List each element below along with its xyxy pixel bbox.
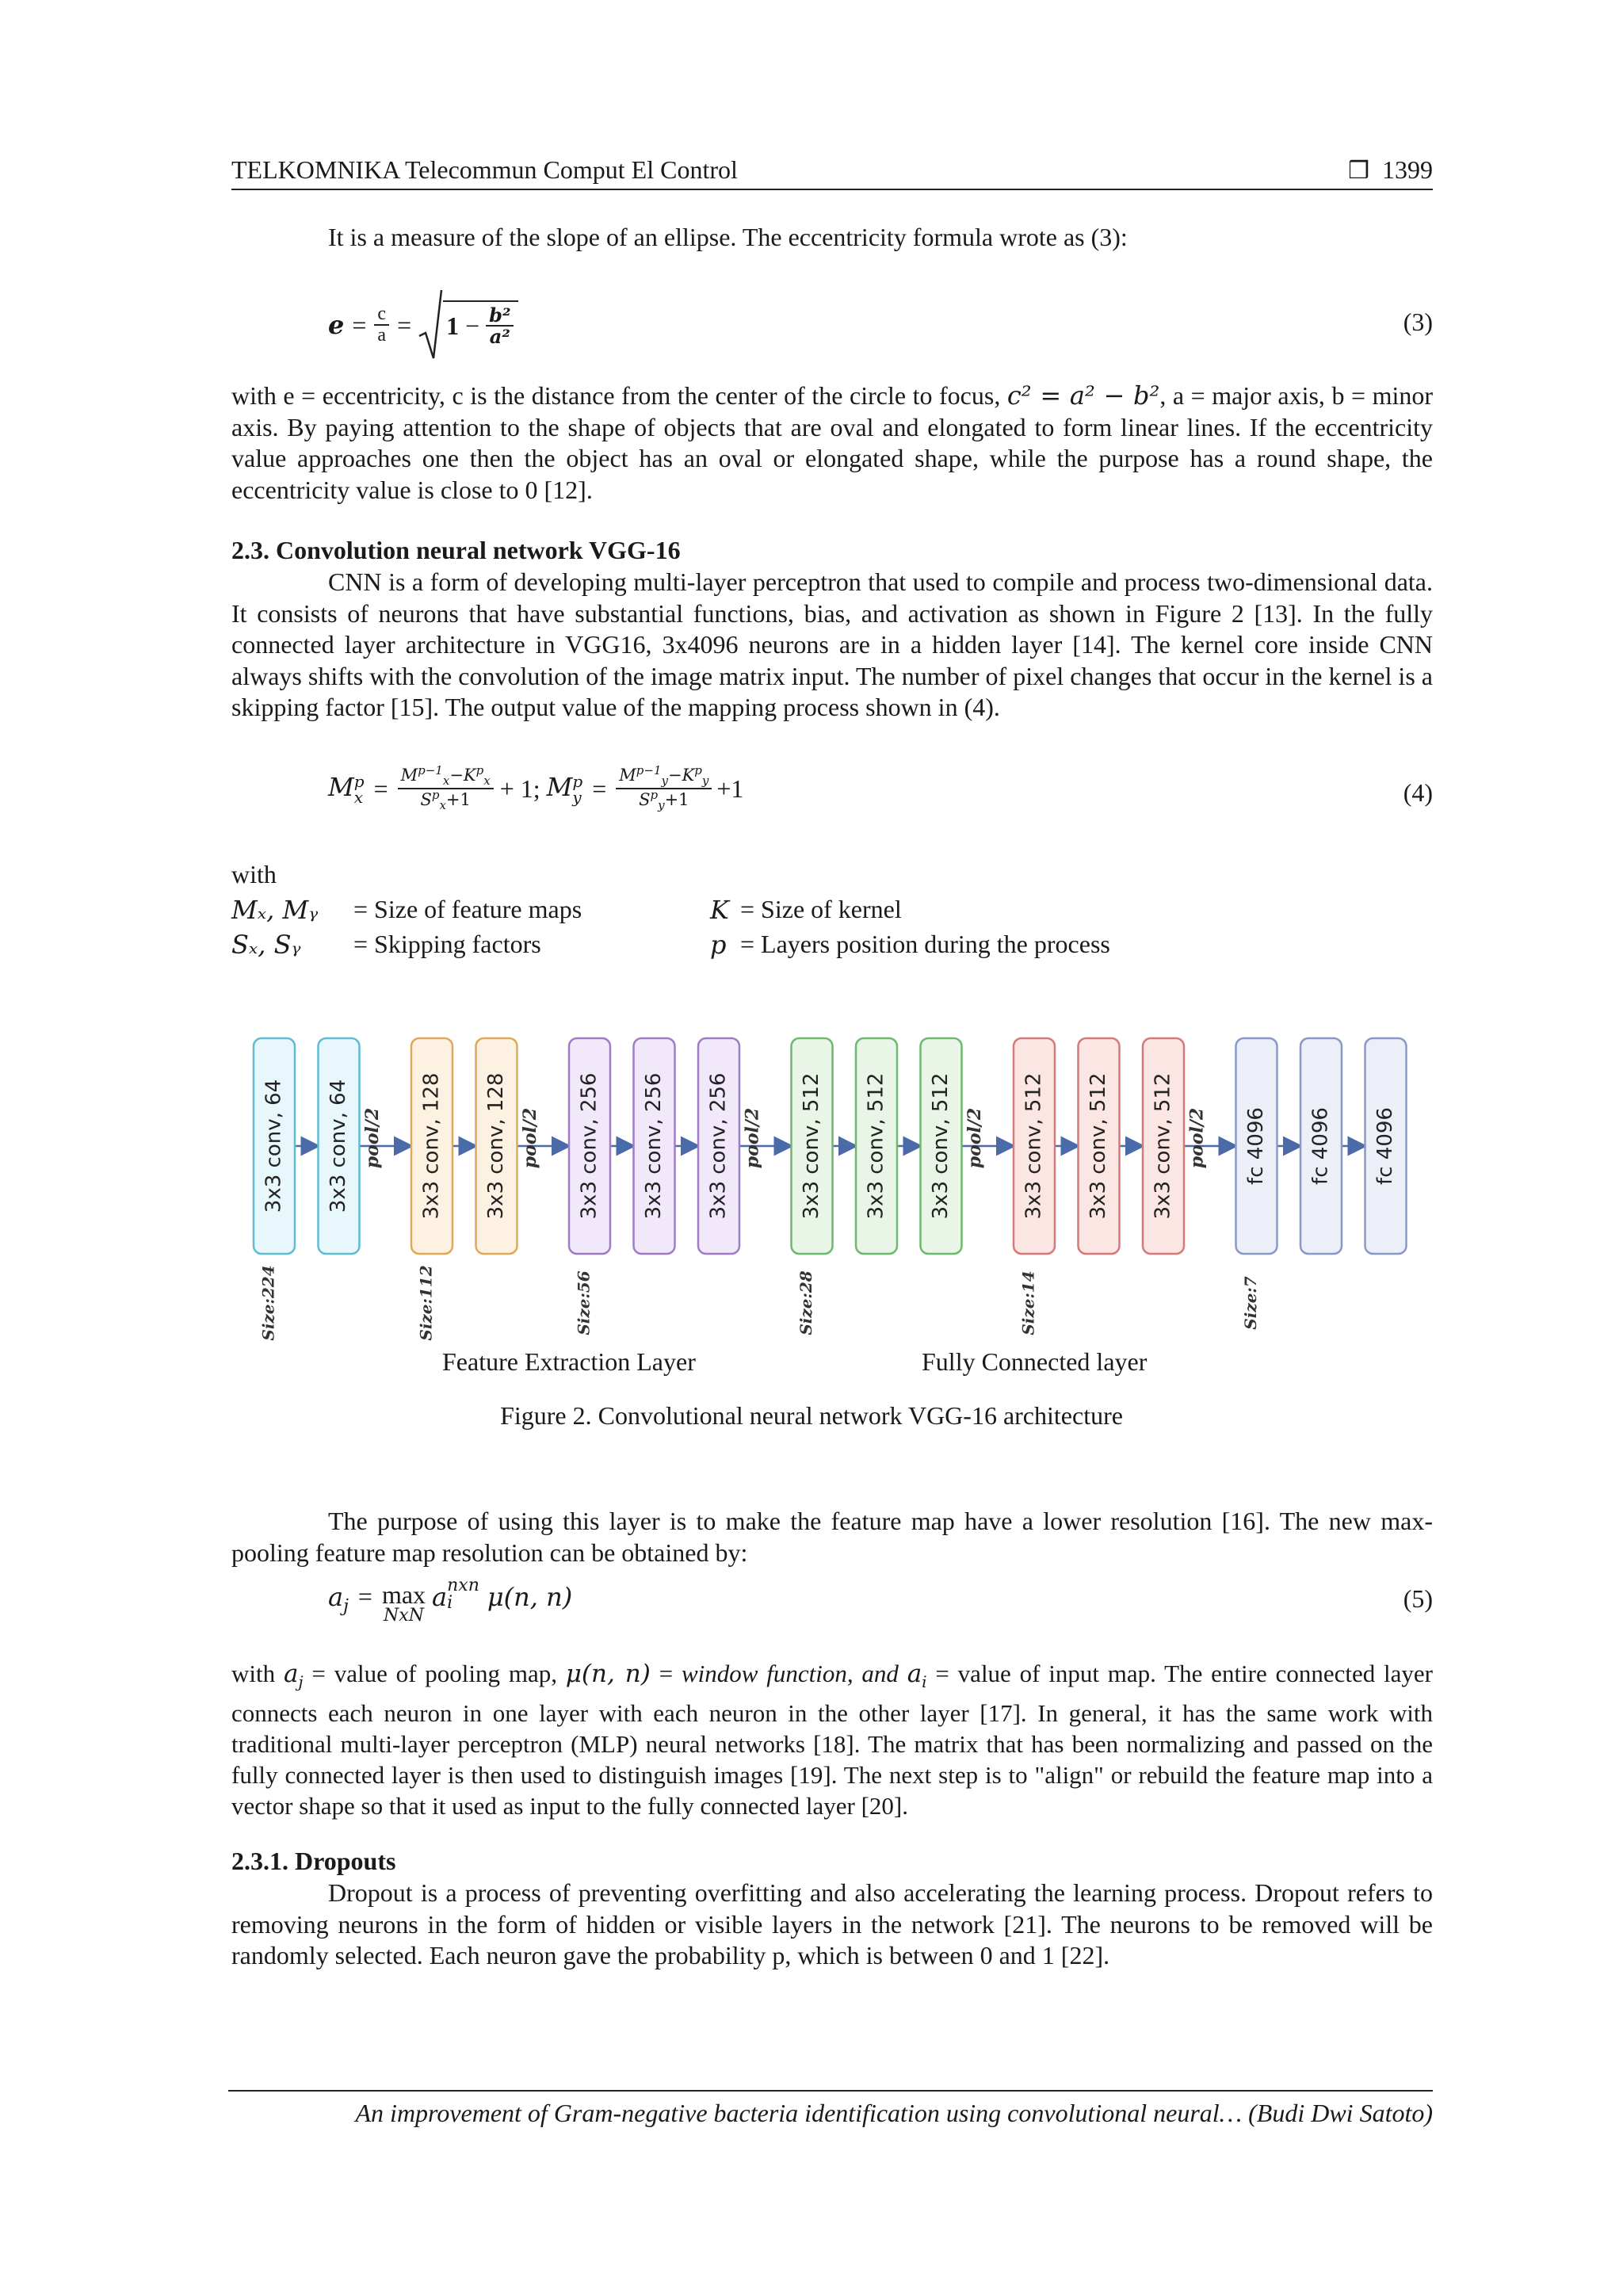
equation-5	[328, 1576, 573, 1626]
para2-before: with e = eccentricity, c is the distance from the center of the circle to focus,	[231, 381, 1007, 410]
eq5-eq: =	[357, 1582, 372, 1610]
legend-desc-position: = Layers position during the process	[740, 930, 1110, 958]
equation-5-number: (5)	[1403, 1584, 1433, 1613]
fully-connected-label: Fully Connected layer	[922, 1347, 1148, 1376]
eq4-frac-y: $\frac{M^{p-1}_y-K^p_y}{S^p_y+1}$	[616, 765, 712, 812]
eq5-op-sub: NxN	[384, 1606, 424, 1626]
layer-label: fc 4096	[1373, 1107, 1397, 1185]
layer-box	[1300, 1038, 1342, 1254]
legend-desc-maps: = Size of feature maps	[353, 895, 582, 923]
paragraph-fully-connected: with $a_j$ = value of pooling map, μ(n, n) = window function, and $a_i$ = value of input map. The entire connected layer connects each neuron in one layer with each neuron in the other layer [17]. In general, it has the same work with traditional multi-layer perceptron (MLP) neural networks [18]. The matrix that has been normalizing and passed on the fully connected layer is then used to distinguish images [19]. The next step is to "align" or rebuild the feature map into a vector shape so that it used as input to the fully connected layer [20].	[231, 1660, 1433, 1820]
section-heading-2-3-1: 2.3.1. Dropouts	[231, 1847, 396, 1875]
eq5-term: a	[432, 1582, 448, 1612]
eq5-op: max	[381, 1580, 426, 1609]
running-header	[231, 155, 1433, 185]
layer-box	[1014, 1038, 1055, 1254]
section-heading-2-3: 2.3. Convolution neural network VGG-16	[231, 536, 681, 564]
header-rule	[231, 189, 1433, 190]
layer-box	[476, 1038, 517, 1254]
layer-label: 3x3 conv, 512	[1022, 1072, 1046, 1220]
pool-label: pool/2	[362, 1107, 383, 1169]
size-label: Size:7	[1241, 1276, 1260, 1330]
size-label: Size:28	[796, 1270, 815, 1335]
layer-box	[1143, 1038, 1184, 1254]
layer-label: 3x3 conv, 256	[577, 1072, 601, 1220]
layer-box	[634, 1038, 675, 1254]
layer-label: 3x3 conv, 64	[262, 1079, 286, 1213]
paragraph-cnn: CNN is a form of developing multi-layer perceptron that used to compile and process two-dimensional data. It consists of neurons that have substantial functions, bias, and activation as shown in Figure 2 [13]. In the fully connected layer architecture in VGG16, 3x4096 neurons are in a hidden layer [14]. The kernel core inside CNN always shifts with the convolution of the image matrix input. The number of pixel changes that occur in the kernel is a skipping factor [15]. The output value of the mapping process shown in (4).	[231, 567, 1433, 721]
size-label: Size:56	[574, 1270, 594, 1335]
layer-label: 3x3 conv, 512	[864, 1072, 888, 1220]
eq4-frac-x: $\frac{M^{p-1}_x-K^p_x}{S^p_x+1}$	[398, 765, 494, 812]
eq4-tail: +1	[716, 774, 744, 803]
pool-label: pool/2	[964, 1107, 985, 1169]
legend-row-1	[231, 895, 1420, 930]
layer-label: 3x3 conv, 128	[419, 1072, 444, 1220]
box-icon: ❒	[1348, 157, 1369, 185]
legend-desc-kernel: = Size of kernel	[740, 895, 902, 923]
size-label: Size:224	[258, 1265, 278, 1341]
equation-4: M p x = $\frac{M^{p-1}_x-K^p_x}{S^p_x+1}$ + 1; M p y = $\frac{M^{p-1}_y-K^p_y}{S^p_y+1}$ +1	[328, 763, 744, 813]
para4-mu: μ(n, n)	[565, 1660, 651, 1688]
layer-box	[1079, 1038, 1120, 1254]
symbol-legend	[231, 860, 1420, 965]
equation-4-number: (4)	[1403, 778, 1433, 807]
para4-window-function: window function, and	[681, 1660, 907, 1687]
paragraph-dropouts: Dropout is a process of preventing overfitting and also accelerating the learning process. Dropout refers to removing neurons in the form of hidden or visible layers in the network [21]. The neurons to be removed will be randomly selected. Each neuron gave the probability p, which is between 0 and 1 [22].	[231, 1878, 1433, 1969]
pool-label: pool/2	[742, 1107, 763, 1169]
layer-box	[921, 1038, 962, 1254]
layer-box	[1236, 1038, 1277, 1254]
layer-label: fc 4096	[1244, 1107, 1268, 1185]
para4-ai: $a_i$	[907, 1660, 927, 1692]
para2-after: , a = major axis, b = minor axis. By paying attention to the shape of objects that are oval and elongated to form linear lines. If the eccentricity value approaches one then the object has an oval or elongated shape, while the purpose has a round shape, the eccentricity value is close to 0 [12].	[231, 381, 1434, 504]
layer-label: 3x3 conv, 64	[327, 1079, 350, 1213]
eq3-den: a	[377, 325, 387, 346]
eq3-root-frac	[486, 305, 514, 346]
eq5-fn: μ(n, n)	[487, 1582, 573, 1612]
journal-title: TELKOMNIKA Telecommun Comput El Control	[231, 155, 738, 184]
layer-label: 3x3 conv, 256	[706, 1072, 731, 1220]
feature-extraction-label: Feature Extraction Layer	[442, 1347, 696, 1376]
legend-with: with	[231, 860, 277, 888]
layer-box	[319, 1038, 360, 1254]
eq4-lhs-y: M p y	[546, 771, 583, 807]
layer-box	[569, 1038, 610, 1254]
page-number: 1399	[1382, 155, 1433, 184]
size-label: Size:14	[1018, 1270, 1038, 1335]
page-number-group	[1348, 155, 1433, 185]
running-footer: An improvement of Gram-negative bacteria identification using convolutional neural… (Budi Dwi Satoto)	[355, 2099, 1433, 2127]
layer-label: 3x3 conv, 512	[929, 1072, 953, 1220]
legend-sym-position: p	[710, 930, 727, 960]
eq4-lhs-x: M p x	[328, 771, 365, 807]
sqrt-icon	[419, 288, 443, 361]
size-label: Size:112	[416, 1265, 436, 1341]
eq5-term-sub: i	[447, 1593, 453, 1613]
pool-label: pool/2	[520, 1107, 540, 1169]
para4-aj: $a_j$	[283, 1660, 304, 1692]
layer-label: 3x3 conv, 512	[1151, 1072, 1175, 1220]
layer-box	[411, 1038, 453, 1254]
legend-row-2	[231, 930, 1420, 965]
eq3-frac	[374, 304, 389, 346]
legend-sym-maps: Mₓ, Mᵧ	[231, 895, 319, 925]
footer-rule	[228, 2090, 1433, 2092]
legend-desc-skip: = Skipping factors	[353, 930, 541, 958]
equation-3-number: (3)	[1403, 308, 1433, 336]
layer-box	[856, 1038, 897, 1254]
paragraph-eccentricity-def	[231, 380, 1433, 506]
pool-label: pool/2	[1186, 1107, 1208, 1169]
eq3-root-num: b²	[486, 305, 514, 327]
layer-box	[698, 1038, 739, 1254]
eq4-plus-one: + 1;	[499, 774, 540, 803]
eq3-root-one: 1	[446, 311, 460, 340]
legend-sym-skip: Sₓ, Sᵧ	[231, 930, 301, 960]
eq3-root: 1 − $\frac{\text{b²}}{\text{a²}}$	[443, 300, 518, 346]
para2-math: c² = a² − b²	[1006, 380, 1160, 411]
layer-label: 3x3 conv, 512	[1086, 1072, 1110, 1220]
vgg16-diagram	[238, 1022, 1426, 1355]
figure-caption: Figure 2. Convolutional neural network VGG-16 architecture	[500, 1401, 1123, 1430]
layer-box	[792, 1038, 833, 1254]
eq5-lhs: a	[328, 1582, 344, 1612]
eq3-root-den: a²	[489, 325, 510, 348]
layer-label: 3x3 conv, 256	[642, 1072, 666, 1220]
legend-sym-kernel: K	[710, 895, 729, 925]
equation-3: e = $\frac{c}{a}$ = 1 − $\frac{\text{b²}}{\text{a²}}$	[328, 289, 518, 361]
eq3-lhs: e	[328, 310, 345, 340]
eq5-lhs-sub: j	[343, 1596, 349, 1617]
figure-vgg16	[238, 1022, 1426, 1387]
eq3-num: c	[374, 304, 389, 326]
layer-box	[1365, 1038, 1407, 1254]
paragraph-eccentricity-intro: It is a measure of the slope of an ellipse. The eccentricity formula wrote as (3):	[328, 223, 1128, 251]
layer-label: 3x3 conv, 512	[800, 1072, 823, 1220]
eq5-term-sup: nxn	[447, 1576, 479, 1595]
layer-label: 3x3 conv, 128	[484, 1072, 508, 1220]
layer-label: fc 4096	[1308, 1107, 1333, 1185]
layer-box	[254, 1038, 295, 1254]
paragraph-pooling: The purpose of using this layer is to make the feature map have a lower resolution [16]. The new max-pooling feature map resolution can be obtained by:	[231, 1507, 1433, 1567]
